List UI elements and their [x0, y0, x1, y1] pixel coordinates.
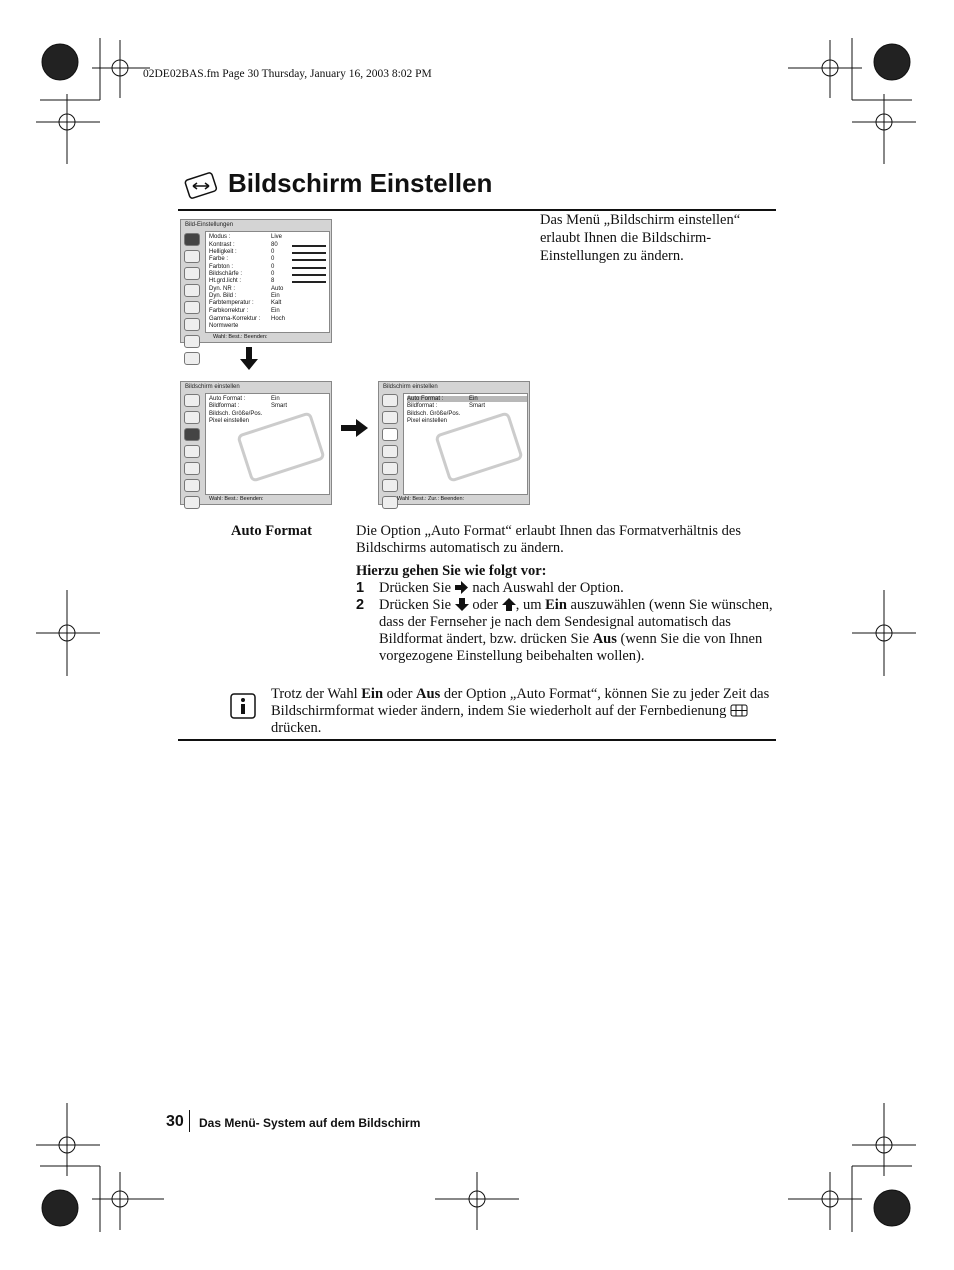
osd-row: Farbtemperatur : Kalt: [209, 300, 282, 306]
osd-title: Bild-Einstellungen: [185, 222, 234, 228]
footer-divider: [189, 1110, 190, 1132]
screen-format-button-icon: [730, 704, 748, 717]
arrow-down-icon: [455, 598, 469, 611]
osd-row: Normwerte: [209, 323, 239, 329]
osd-picture-settings: [180, 219, 332, 343]
section-rule: [178, 739, 776, 741]
footer-text: Das Menü- System auf dem Bildschirm: [199, 1116, 421, 1130]
osd-row: Bildsch. Größe/Pos.: [209, 411, 263, 417]
note-text: Trotz der Wahl Ein oder Aus der Option „Auto Format“, können Sie zu jeder Zeit das Bildschirmformat wieder ändern, indem Sie wiederholt auf der Fernbedienung drücken.: [271, 686, 770, 736]
osd-row: Gamma-Korrektur : Hoch: [209, 316, 286, 322]
osd-screen-settings-selected: [378, 381, 530, 505]
osd-row: Pixel einstellen: [407, 418, 448, 424]
osd-row: Pixel einstellen: [209, 418, 250, 424]
osd-title: Bildschirm einstellen: [383, 384, 438, 390]
osd-row: Bildschärfe : 0: [209, 271, 242, 277]
osd-row: Kontrast : 80: [209, 242, 235, 248]
arrow-down-icon: [239, 347, 259, 371]
osd-menu-icons: [184, 394, 202, 513]
file-header: 02DE02BAS.fm Page 30 Thursday, January 16, 2003 8:02 PM: [143, 68, 432, 80]
osd-row-highlighted: Auto Format : Ein: [407, 396, 527, 402]
osd-row: Bildsch. Größe/Pos.: [407, 411, 461, 417]
arrow-right-icon: [341, 418, 369, 438]
osd-panel: [205, 231, 330, 333]
osd-panel: [403, 393, 528, 495]
osd-footer: Wahl: Best.: Beenden:: [209, 496, 264, 502]
section-description: Die Option „Auto Format“ erlaubt Ihnen das Formatverhältnis des Bildschirms automatisch zu ändern.: [356, 523, 741, 556]
screen-adjust-icon: [183, 172, 221, 200]
osd-row: Dyn. NR : Auto: [209, 286, 284, 292]
intro-text: Das Menü „Bildschirm einstellen“ erlaubt Ihnen die Bildschirm-Einstellungen zu ändern.: [540, 212, 741, 264]
step-1: 1 Drücken Sie nach Auswahl der Option.: [356, 580, 624, 596]
osd-menu-icons: [184, 233, 202, 369]
arrow-up-icon: [502, 598, 516, 611]
osd-row: Bildformat : Smart: [407, 403, 486, 409]
osd-row: Farbkorrektur : Ein: [209, 308, 280, 314]
page-number: 30: [166, 1113, 184, 1130]
page-title: Bildschirm Einstellen: [228, 168, 493, 198]
osd-row: Auto Format : Ein: [209, 396, 280, 402]
osd-panel: [205, 393, 330, 495]
section-label: Auto Format: [231, 523, 312, 539]
info-icon: [230, 693, 256, 719]
osd-row: Bildformat : Smart: [209, 403, 288, 409]
osd-row: Dyn. Bild : Ein: [209, 293, 280, 299]
osd-footer: Wahl: Best.: Beenden:: [213, 334, 268, 340]
osd-footer: Wahl: Best.: Zur.: Beenden:: [397, 496, 465, 502]
osd-row: Modus : Live: [209, 234, 283, 240]
step-2: 2 Drücken Sie oder , um Ein auszuwählen (wenn Sie wünschen, dass der Fernseher je nach dem Sendesignal automatisch das Bildformat ändert, bzw. drücken Sie Aus (wenn Sie die von Ihnen vorgezogene Einstellung beibehalten wollen).: [356, 597, 773, 664]
osd-row: Helligkeit : 0: [209, 249, 237, 255]
osd-row: Ht.grd.licht : 8: [209, 278, 241, 284]
osd-title: Bildschirm einstellen: [185, 384, 240, 390]
howto-heading: Hierzu gehen Sie wie folgt vor:: [356, 563, 547, 579]
osd-row: Farbton : 0: [209, 264, 233, 270]
osd-screen-settings: [180, 381, 332, 505]
osd-row: Farbe : 0: [209, 256, 228, 262]
arrow-right-icon: [455, 581, 469, 594]
